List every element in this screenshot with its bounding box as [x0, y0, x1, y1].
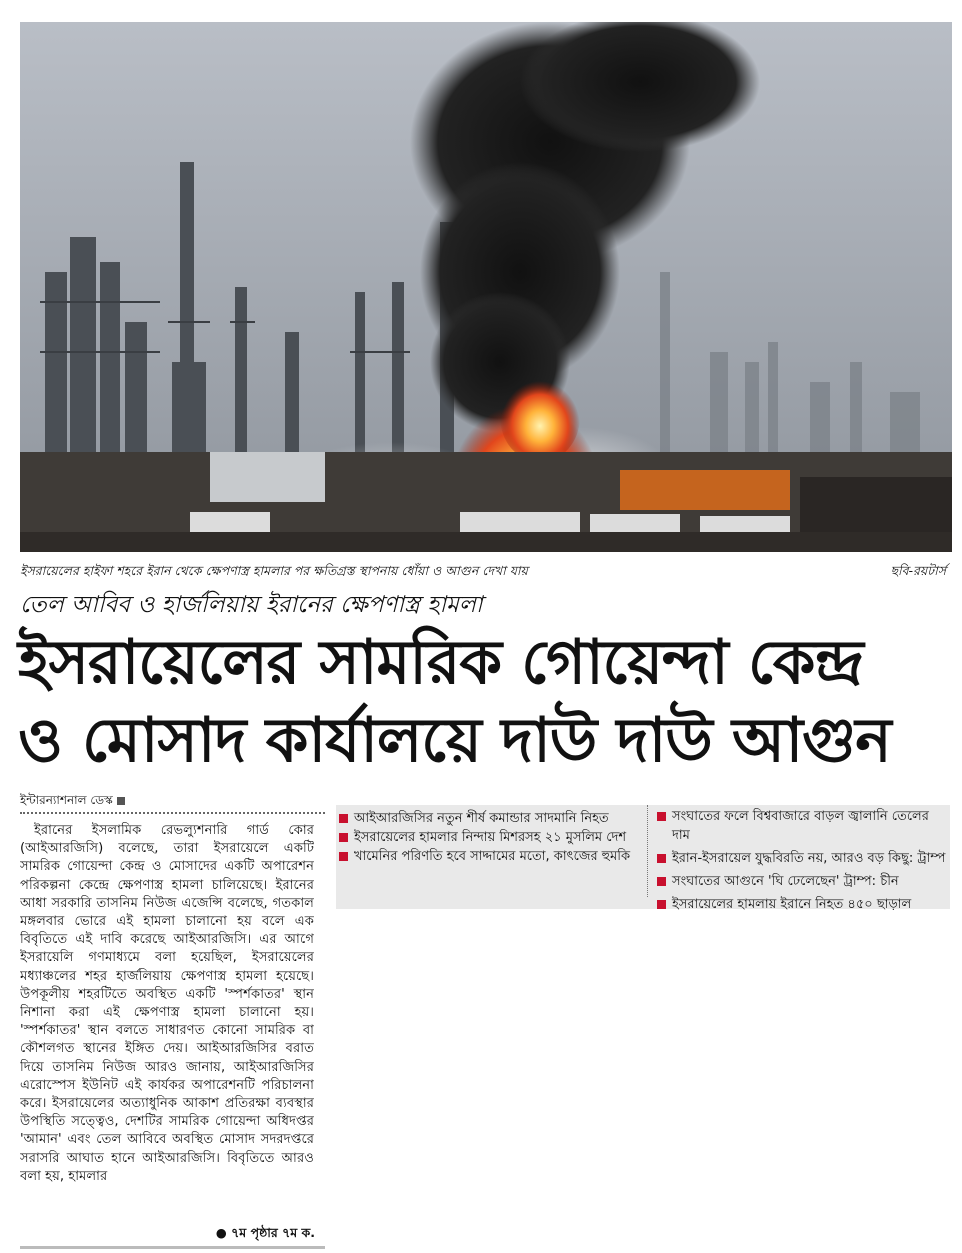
headline — [18, 624, 948, 780]
red-square-bullet-icon — [657, 900, 666, 909]
related-news-text: খামেনির পরিণতি হবে সাদ্দামের মতো, কাৎজের হুমকি — [354, 849, 631, 864]
related-news-item[interactable] — [654, 872, 950, 891]
headline-line-1: ইসরায়েলের সামরিক গোয়েন্দা কেন্দ্র — [18, 627, 863, 698]
article-body: ইরানের ইসলামিক রেভল্যুশনারি গার্ড কোর (আইআরজিসি) বলেছে, তারা ইসরায়েলে একটি সামরিক গোয়েন্দা কেন্দ্র ও মোসাদের একটি অপারেশন পরিকল্পনা কেন্দ্রে ক্ষেপণাস্ত্র হামলা চালিয়েছে। ইরানের আধা সরকারি তাসনিম নিউজ এজেন্সি বলেছে, গতকাল মঙ্গলবার ভোরে এই হামলা চালানো হয় বলে এক বিবৃতিতে এই দাবি করেছে আইআরজিসি। এর আগে ইসরায়েলি গণমাধ্যমে বলা হয়েছিল, ইসরায়েলের মধ্যাঞ্চলের শহর হার্জলিয়ায় ক্ষেপণাস্ত্র হামলা হয়েছে। উপকূলীয় শহরটিতে অবস্থিত একটি 'স্পর্শকাতর' স্থান নিশানা করা এই ক্ষেপণাস্ত্র হামলা চালানো হয়। 'স্পর্শকাতর' স্থান বলতে সাধারণত কোনো সামরিক বা কৌশলগত স্থানের ইঙ্গিত দেয়। আইআরজিসির বরাত দিয়ে তাসনিম নিউজ আরও জানায়, আইআরজিসির এরোস্পেস ইউনিট এই কার্যকর অপারেশনটি পরিচালনা করে। ইসরায়েলের অত্যাধুনিক আকাশ প্রতিরক্ষা ব্যবস্থার উপস্থিতি সত্ত্বেও, দেশটির সামরিক গোয়েন্দা অধিদপ্তর 'আমান' এবং তেল আবিবে অবস্থিত মোসাদ সদরদপ্তরে সরাসরি আঘাত হানে আইআরজিসি। বিবৃতিতে আরও বলা হয়, হামলার — [20, 823, 314, 1184]
red-square-bullet-icon — [657, 812, 666, 821]
related-news-text: ইসরায়েলের হামলার নিন্দায় মিশরসহ ২১ মুসলিম দেশ — [354, 830, 627, 845]
photo-credit: ছবি-রয়টার্স — [890, 563, 946, 578]
byline — [20, 791, 325, 809]
related-news-item[interactable] — [654, 849, 950, 868]
related-news-text: আইআরজিসির নতুন শীর্ষ কমান্ডার সাদমানি নিহত — [354, 811, 609, 826]
divider-bottom — [20, 1246, 325, 1249]
news-photo — [20, 22, 952, 552]
related-news-right-column — [654, 805, 950, 918]
photo-caption: ইসরায়েলের হাইফা শহরে ইরান থেকে ক্ষেপণাস্ত্র হামলার পর ক্ষতিগ্রস্ত স্থাপনায় ধোঁয়া ও আগুন দেখা যায় — [20, 563, 528, 578]
related-news-left-column — [336, 805, 642, 866]
related-news-item[interactable] — [336, 847, 642, 866]
related-news-item[interactable] — [336, 828, 642, 847]
divider — [20, 812, 325, 814]
related-news-item[interactable] — [336, 809, 642, 828]
red-square-bullet-icon — [339, 814, 348, 823]
related-news-item[interactable] — [654, 807, 950, 845]
photo-caption-bar — [20, 561, 946, 581]
square-icon — [117, 797, 125, 805]
headline-line-2: ও মোসাদ কার্যালয়ে দাউ দাউ আগুন — [18, 705, 891, 776]
byline-text: ইন্টারন্যাশনাল ডেস্ক — [20, 793, 113, 807]
continued-reference: ● ৭ম পৃষ্ঠার ৭ম ক. — [215, 1225, 315, 1240]
red-square-bullet-icon — [657, 877, 666, 886]
related-news-text: সংঘাতের ফলে বিশ্ববাজারে বাড়ল জ্বালানি তেলের দাম — [672, 809, 929, 843]
red-square-bullet-icon — [657, 854, 666, 863]
related-news-text: ইসরায়েলের হামলায় ইরানে নিহত ৪৫০ ছাড়াল — [672, 897, 912, 912]
related-news-item[interactable] — [654, 895, 950, 914]
related-news-text: সংঘাতের আগুনে 'ঘি ঢেলেছেন' ট্রাম্প: চীন — [672, 874, 899, 889]
related-news-text: ইরান-ইসরায়েল যুদ্ধবিরতি নয়, আরও বড় কিছু: ট্রাম্প — [672, 851, 946, 866]
red-square-bullet-icon — [339, 852, 348, 861]
headline-kicker: তেল আবিব ও হার্জলিয়ায় ইরানের ক্ষেপণাস্ত্র হামলা — [20, 592, 483, 618]
refinery-fire-illustration — [20, 22, 952, 552]
related-news-box — [336, 805, 950, 912]
column-divider — [647, 805, 648, 897]
red-square-bullet-icon — [339, 833, 348, 842]
